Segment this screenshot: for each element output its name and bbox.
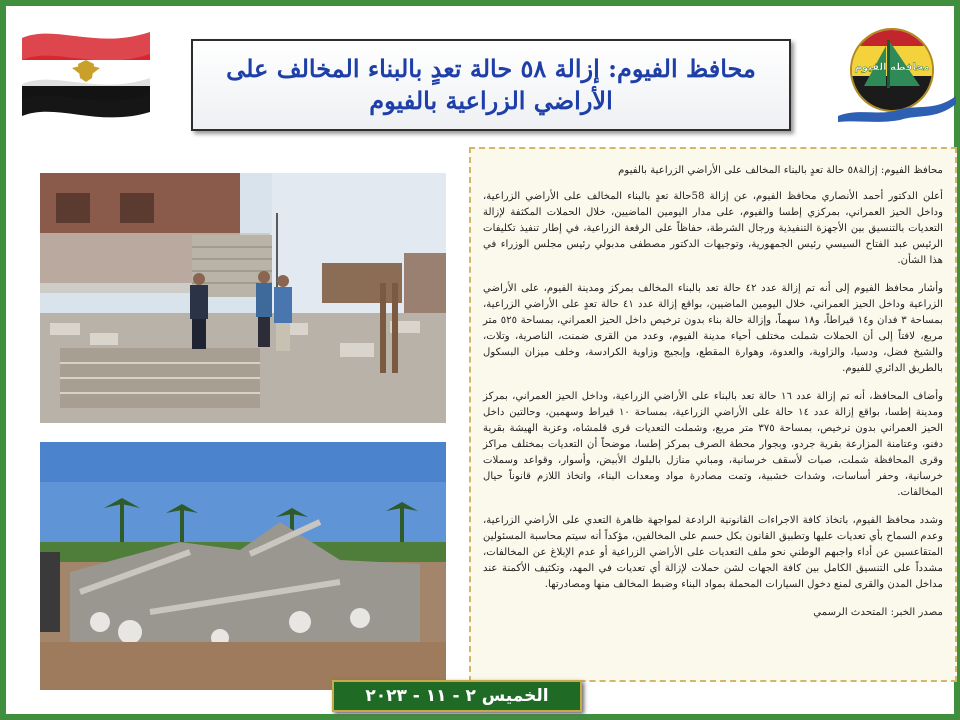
photo-demolition-site-2 bbox=[40, 442, 446, 690]
article-paragraph: وأشار محافظ الفيوم إلى أنه تم إزالة عدد ٤٢ حالة تعد بالبناء المخالف بمركز ومدينة الفيوم، على الأراضي الزراعية وداخل الحيز العمراني، خلال اليومين الماضيين، بواقع إزالة عدد ٤١ حالة تعدٍ على الأراضي الزراعية، بمساحة ٣ فدان و١٤ قيراطاً، و١٨ سهماً، وإزالة حالة بناء بدون ترخيص داخل الحيز العمراني، بمساحة ٥٢٥ متر مربع، لافتاً إلى أن الحملات شملت مختلف أحياء مدينة الفيوم، وعدد من القرى ضمنت، الناصرية، وتلات، والشيخ فضل، ودسيا، والزاوية، والعدوة، وهوارة المقطع، وإبجيج وزاوية الكرادسة، وخلف ميزان البسكول بالطريق الدائري للفيوم. bbox=[483, 283, 944, 374]
article-lead: محافظ الفيوم: إزالة٥٨ حالة تعدٍ بالبناء المخالف على الأراضي الزراعية بالفيوم bbox=[618, 165, 943, 176]
date-bar: الخميس ٢ - ١١ - ٢٠٢٣ bbox=[332, 680, 582, 712]
article-panel bbox=[469, 147, 957, 682]
article-paragraph: أعلن الدكتور أحمد الأنصاري محافظ الفيوم، عن إزالة 58حالة تعدٍ بالبناء المخالف على الأراضي الزراعية، وداخل الحيز العمراني، بمركزي إطسا والفيوم، على مدار اليومين الماضيين، خلال الحملات المكثفة لإزالة التعديات بالتنسيق بين الأجهزة التنفيذية ورجال الشرطة، حفاظاً على الرقعة الزراعية، في إطار تنفيذ تكليفات الرئيس عبد الفتاح السيسي رئيس الجمهورية، وتوجيهات الدكتور مصطفى مدبولي رئيس مجلس الوزراء في هذا الشأن. bbox=[483, 191, 943, 266]
article-paragraph: وأضاف المحافظ، أنه تم إزالة عدد ١٦ حالة تعد بالبناء على الأراضي الزراعية، وداخل الحيز العمراني، بمركز ومدينة إطسا، بواقع إزالة عدد ١٤ حالة على الأراضي الزراعية، بمساحة ١٠ قيراط وسهمين، وحالتين داخل الحيز العمراني بدون ترخيص، بمساحة ٣٧٥ متر مربع، وشملت التعديات قرى قلمشاه، وعزبة الهيشة بقرية دفنو، وعتامنة المزارعة بقرية جردو، وبجوار محطة الصرف بمركز إطسا، موضحاً أن التعديات بمختلف مراكز وقرى المحافظة شملت، صبات لأسقف خرسانية، ومباني منازل بالبلوك الأبيض، وأسوار، وقواعد وسملات خرسانية، وحفر أساسات، وشدات خشبية، وتمت مصادرة مواد ومعدات البناء، واتخاذ اللازم قانوناً حيال المخالفات. bbox=[483, 391, 944, 498]
headline: محافظ الفيوم: إزالة ٥٨ حالة تعدٍ بالبناء المخالف على الأراضي الزراعية بالفيوم bbox=[226, 54, 756, 115]
photo-demolition-site-1 bbox=[40, 173, 446, 423]
article-paragraph: وشدد محافظ الفيوم، باتخاذ كافة الاجراءات القانونية الرادعة لمواجهة ظاهرة التعدي على الأراضي الزراعية، وعدم السماح بأي تعديات عليها وتطبيق القانون بكل حسم على المخالفين، مؤكداً أنه سيتم محاسبة المسئولين المتقاعسين عن أداء واجبهم الوطني نحو ملف التعديات على الأراضي الزراعية أو عدم الإبلاغ عن المخالفات، مشدداً على التنسيق الكامل بين كافة الجهات لشن حملات لإزالة أي تعديات في المهد، وتكثيف الأكمنة عند مداخل المدن والقرى لمنع دخول السيارات المحملة بمواد البناء وضبط المخالف منها ومصادرتها. bbox=[483, 515, 943, 590]
logo-text: محافظة الفيوم bbox=[854, 62, 930, 73]
egypt-flag bbox=[16, 24, 156, 119]
headline-box bbox=[191, 39, 791, 131]
fayoum-governorate-logo bbox=[838, 24, 956, 122]
news-source: مصدر الخبر: المتحدث الرسمي bbox=[813, 607, 943, 618]
